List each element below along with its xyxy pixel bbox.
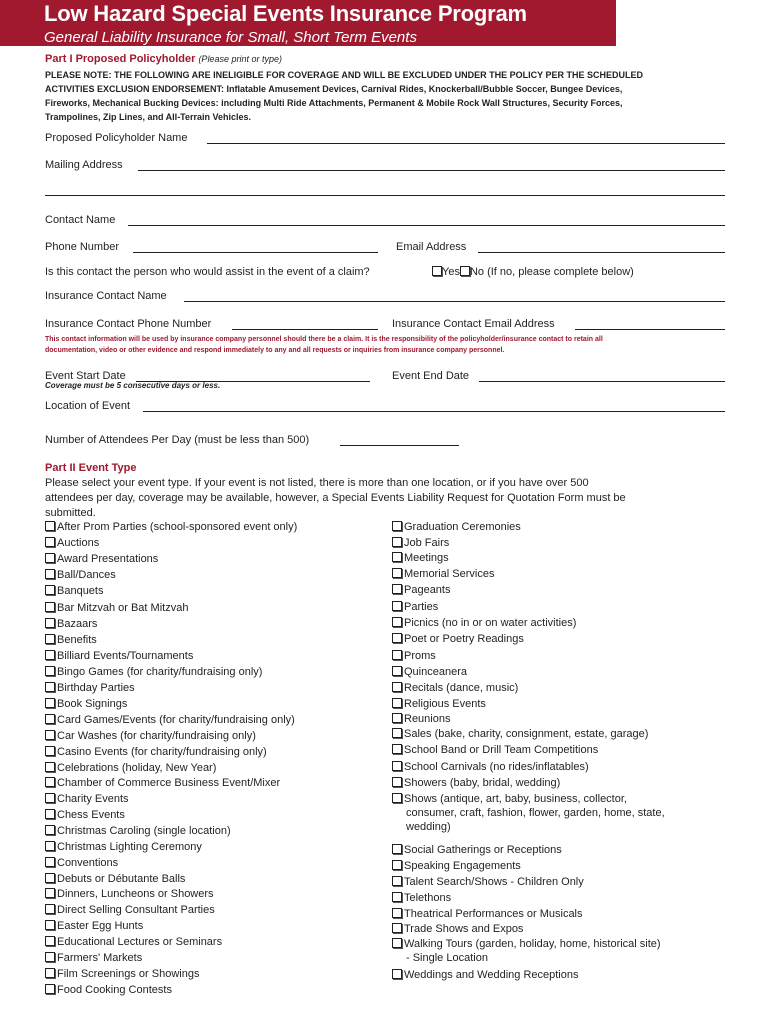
event-type-checkbox[interactable] xyxy=(45,714,55,724)
event-type-option[interactable] xyxy=(392,776,560,790)
event-type-option[interactable] xyxy=(45,919,143,933)
event-type-option[interactable] xyxy=(45,633,97,647)
event-type-checkbox[interactable] xyxy=(45,666,55,676)
event-type-option[interactable] xyxy=(45,887,214,901)
event-type-checkbox[interactable] xyxy=(392,666,402,676)
event-type-checkbox[interactable] xyxy=(392,584,402,594)
event-type-checkbox[interactable] xyxy=(45,746,55,756)
no-checkbox[interactable] xyxy=(460,266,470,276)
event-type-checkbox[interactable] xyxy=(392,844,402,854)
event-type-label: Recitals (dance, music) xyxy=(404,682,519,694)
event-type-option[interactable] xyxy=(392,907,583,921)
event-type-option[interactable] xyxy=(45,745,267,759)
event-type-label: Chess Events xyxy=(57,809,125,821)
event-type-checkbox[interactable] xyxy=(392,650,402,660)
yes-checkbox[interactable] xyxy=(432,266,442,276)
event-type-label: Pageants xyxy=(404,584,451,596)
event-type-checkbox[interactable] xyxy=(392,601,402,611)
insurance-phone-field[interactable] xyxy=(232,329,378,330)
event-type-label: Proms xyxy=(404,650,436,662)
event-end-label: Event End Date xyxy=(392,370,470,382)
event-type-option[interactable] xyxy=(392,616,576,630)
event-type-label: Bingo Games (for charity/fundraising only) xyxy=(57,666,263,678)
event-type-checkbox[interactable] xyxy=(45,920,55,930)
event-type-label: Educational Lectures or Seminars xyxy=(57,936,223,948)
event-type-checkbox[interactable] xyxy=(392,521,402,531)
event-type-option[interactable] xyxy=(45,617,97,631)
event-type-option[interactable] xyxy=(45,983,172,997)
event-type-option[interactable] xyxy=(392,875,584,889)
event-type-checkbox[interactable] xyxy=(392,876,402,886)
event-type-option[interactable] xyxy=(392,743,598,757)
event-type-checkbox[interactable] xyxy=(392,568,402,578)
event-type-label: Graduation Ceremonies xyxy=(404,521,521,533)
event-type-checkbox[interactable] xyxy=(45,904,55,914)
part1-heading-note: (Please print or type) xyxy=(198,54,282,64)
attendees-label: Number of Attendees Per Day (must be less than 500) xyxy=(45,434,310,446)
event-type-option[interactable] xyxy=(45,872,185,886)
insurance-contact-name-field[interactable] xyxy=(184,301,725,302)
event-type-checkbox[interactable] xyxy=(45,936,55,946)
claim-question: Is this contact the person who would assist in the event of a claim? xyxy=(45,266,370,278)
event-type-label: Book Signings xyxy=(57,698,128,710)
para-line: submitted. xyxy=(45,507,96,519)
event-type-checkbox[interactable] xyxy=(45,618,55,628)
event-type-label: School Carnivals (no rides/inflatables) xyxy=(404,761,589,773)
event-type-option[interactable] xyxy=(392,712,450,726)
event-type-label: Poet or Poetry Readings xyxy=(404,633,524,645)
event-type-option[interactable] xyxy=(45,552,158,566)
event-type-option[interactable] xyxy=(45,967,199,981)
event-type-checkbox[interactable] xyxy=(45,521,55,531)
event-type-label: Theatrical Performances or Musicals xyxy=(404,908,583,920)
event-type-label: Auctions xyxy=(57,537,100,549)
para-line: Please select your event type. If your event is not listed, there is more than one location, or if you have over 500 xyxy=(45,477,589,489)
event-type-label: After Prom Parties (school-sponsored event only) xyxy=(57,521,298,533)
header-banner xyxy=(0,0,616,46)
note-line: PLEASE NOTE: THE FOLLOWING ARE INELIGIBLE FOR COVERAGE AND WILL BE EXCLUDED UNDER THE POLICY PER THE SCHEDULED xyxy=(45,70,644,80)
event-type-option[interactable] xyxy=(392,760,589,774)
event-type-option[interactable] xyxy=(45,520,297,534)
ineligible-note xyxy=(45,68,735,124)
event-type-label: Billiard Events/Tournaments xyxy=(57,650,194,662)
note-line: ACTIVITIES EXCLUSION ENDORSEMENT: Inflatable Amusement Devices, Carnival Rides, Knockerball/Bubble Soccer, Bungee Devices, xyxy=(45,84,623,94)
claim-responsibility-note xyxy=(45,334,735,356)
event-type-label: Talent Search/Shows - Children Only xyxy=(404,876,584,888)
event-type-label: Ball/Dances xyxy=(57,569,116,581)
event-type-checkbox[interactable] xyxy=(392,537,402,547)
event-type-option[interactable] xyxy=(45,729,256,743)
event-type-checkbox[interactable] xyxy=(45,777,55,787)
event-type-option[interactable] xyxy=(45,697,127,711)
insurance-email-field[interactable] xyxy=(575,329,725,330)
page-subtitle: General Liability Insurance for Small, Short Term Events xyxy=(44,29,417,46)
event-type-label: Shows (antique, art, baby, business, collector, xyxy=(404,793,627,805)
event-type-option[interactable] xyxy=(45,935,222,949)
event-type-checkbox[interactable] xyxy=(45,825,55,835)
event-type-label: Telethons xyxy=(404,892,452,904)
event-type-option[interactable] xyxy=(392,600,438,614)
event-type-instructions xyxy=(45,476,725,521)
mailing-address-field-2[interactable] xyxy=(45,195,725,196)
event-type-option[interactable] xyxy=(45,808,125,822)
event-type-label: Reunions xyxy=(404,713,451,725)
event-type-checkbox[interactable] xyxy=(45,602,55,612)
event-type-option[interactable] xyxy=(392,536,449,550)
event-type-option[interactable] xyxy=(45,776,280,790)
event-type-checkbox[interactable] xyxy=(392,892,402,902)
event-type-checkbox[interactable] xyxy=(392,908,402,918)
event-type-option[interactable] xyxy=(45,568,116,582)
mailing-address-label: Mailing Address xyxy=(45,159,123,171)
event-type-checkbox[interactable] xyxy=(392,698,402,708)
event-type-label: Job Fairs xyxy=(404,537,450,549)
event-type-label: Debuts or Débutante Balls xyxy=(57,873,186,885)
policyholder-name-field[interactable] xyxy=(207,143,725,144)
event-type-label: Celebrations (holiday, New Year) xyxy=(57,762,217,774)
event-type-label: Birthday Parties xyxy=(57,682,135,694)
event-type-checkbox[interactable] xyxy=(392,744,402,754)
event-type-option[interactable] xyxy=(45,856,118,870)
event-type-option[interactable] xyxy=(392,968,579,982)
event-type-option[interactable] xyxy=(392,891,451,905)
event-type-checkbox[interactable] xyxy=(45,730,55,740)
event-type-checkbox[interactable] xyxy=(392,860,402,870)
insurance-email-label: Insurance Contact Email Address xyxy=(392,318,555,330)
event-type-label: Weddings and Wedding Receptions xyxy=(404,969,579,981)
event-type-option[interactable] xyxy=(45,665,262,679)
mailing-address-field[interactable] xyxy=(138,170,725,171)
event-type-checkbox[interactable] xyxy=(45,793,55,803)
event-type-label: Sales (bake, charity, consignment, estate, garage) xyxy=(404,728,649,740)
event-type-label: Car Washes (for charity/fundraising only) xyxy=(57,730,256,742)
note-line: Trampolines, Zip Lines, and All-Terrain Vehicles. xyxy=(45,112,252,122)
event-type-label: Casino Events (for charity/fundraising only) xyxy=(57,746,267,758)
para-line: attendees per day, coverage may be available, however, a Special Events Liability Request for Quotation Form must be xyxy=(45,492,626,504)
event-type-option[interactable] xyxy=(45,649,193,663)
event-type-option[interactable] xyxy=(45,824,231,838)
event-type-label: Christmas Caroling (single location) xyxy=(57,825,231,837)
location-label: Location of Event xyxy=(45,400,131,412)
attendees-field[interactable] xyxy=(340,445,459,446)
contact-name-label: Contact Name xyxy=(45,214,116,226)
event-type-option[interactable] xyxy=(392,859,521,873)
event-type-checkbox[interactable] xyxy=(45,537,55,547)
event-type-checkbox[interactable] xyxy=(45,873,55,883)
event-type-label: Charity Events xyxy=(57,793,129,805)
event-type-label: Christmas Lighting Ceremony xyxy=(57,841,202,853)
event-type-option[interactable] xyxy=(392,792,665,834)
event-type-checkbox[interactable] xyxy=(392,923,402,933)
event-type-label: Film Screenings or Showings xyxy=(57,968,200,980)
event-type-label-continued: wedding) xyxy=(406,821,451,833)
event-type-label: Picnics (no in or on water activities) xyxy=(404,617,577,629)
event-type-label: Trade Shows and Expos xyxy=(404,923,524,935)
event-type-label: Benefits xyxy=(57,634,97,646)
event-type-checkbox[interactable] xyxy=(45,698,55,708)
event-type-checkbox[interactable] xyxy=(45,762,55,772)
event-type-option[interactable] xyxy=(45,951,142,965)
event-type-checkbox[interactable] xyxy=(392,761,402,771)
event-type-option[interactable] xyxy=(392,937,661,965)
no-label: No (If no, please complete below) xyxy=(469,266,634,278)
event-type-checkbox[interactable] xyxy=(45,857,55,867)
event-type-checkbox[interactable] xyxy=(392,552,402,562)
email-field[interactable] xyxy=(478,252,725,253)
insurance-phone-label: Insurance Contact Phone Number xyxy=(45,318,212,330)
event-type-label: Memorial Services xyxy=(404,568,495,580)
policyholder-name-label: Proposed Policyholder Name xyxy=(45,132,188,144)
event-type-checkbox[interactable] xyxy=(392,728,402,738)
event-type-checkbox[interactable] xyxy=(392,713,402,723)
event-type-label: Bazaars xyxy=(57,618,98,630)
insurance-contact-name-label: Insurance Contact Name xyxy=(45,290,167,302)
event-type-option[interactable] xyxy=(392,632,524,646)
part1-heading-text: Part I Proposed Policyholder xyxy=(45,53,196,65)
event-type-label: Parties xyxy=(404,601,439,613)
event-type-checkbox[interactable] xyxy=(45,888,55,898)
event-type-label: Food Cooking Contests xyxy=(57,984,172,996)
event-type-label: Speaking Engagements xyxy=(404,860,521,872)
page-title: Low Hazard Special Events Insurance Program xyxy=(44,1,527,26)
event-type-label-continued: - Single Location xyxy=(406,952,488,964)
event-type-option[interactable] xyxy=(45,903,215,917)
event-type-label: Card Games/Events (for charity/fundraising only) xyxy=(57,714,295,726)
note-line: Fireworks, Mechanical Bucking Devices: including Multi Ride Attachments, Permanent & Mobile Rock Wall Structures, Security Forces, xyxy=(45,98,623,108)
event-type-option[interactable] xyxy=(45,713,295,727)
part1-heading xyxy=(45,53,282,65)
yes-label: Yes xyxy=(442,266,460,278)
event-type-label: Farmers' Markets xyxy=(57,952,143,964)
event-type-option[interactable] xyxy=(392,520,521,534)
part2-heading: Part II Event Type xyxy=(45,462,137,474)
location-field[interactable] xyxy=(143,411,725,412)
event-type-label: Conventions xyxy=(57,857,119,869)
event-type-checkbox[interactable] xyxy=(45,984,55,994)
event-type-label: Award Presentations xyxy=(57,553,159,565)
event-type-label: Dinners, Luncheons or Showers xyxy=(57,888,214,900)
contact-name-field[interactable] xyxy=(128,225,725,226)
event-type-checkbox[interactable] xyxy=(45,585,55,595)
event-type-label: Religious Events xyxy=(404,698,486,710)
event-type-checkbox[interactable] xyxy=(45,569,55,579)
event-type-checkbox[interactable] xyxy=(45,841,55,851)
event-type-checkbox[interactable] xyxy=(45,553,55,563)
event-start-label: Event Start Date xyxy=(45,370,126,382)
event-type-option[interactable] xyxy=(45,584,103,598)
event-type-option[interactable] xyxy=(392,583,450,597)
event-type-checkbox[interactable] xyxy=(45,809,55,819)
red-note-line: documentation, video or other evidence and respond immediately to any and all requests or inquiries from insurance company personnel. xyxy=(45,347,505,354)
event-type-label: Easter Egg Hunts xyxy=(57,920,144,932)
event-type-checkbox[interactable] xyxy=(45,952,55,962)
event-type-label: Chamber of Commerce Business Event/Mixer xyxy=(57,777,281,789)
event-type-checkbox[interactable] xyxy=(392,938,402,948)
event-type-label: School Band or Drill Team Competitions xyxy=(404,744,599,756)
event-type-option[interactable] xyxy=(392,567,494,581)
event-type-label: Meetings xyxy=(404,552,449,564)
phone-label: Phone Number xyxy=(45,241,119,253)
event-type-checkbox[interactable] xyxy=(392,777,402,787)
email-label: Email Address xyxy=(396,241,467,253)
event-type-label: Walking Tours (garden, holiday, home, historical site) xyxy=(404,938,661,950)
event-end-field[interactable] xyxy=(479,381,725,382)
event-type-option[interactable] xyxy=(392,843,562,857)
event-type-option[interactable] xyxy=(392,681,518,695)
phone-field[interactable] xyxy=(133,252,378,253)
event-type-label: Direct Selling Consultant Parties xyxy=(57,904,215,916)
event-type-option[interactable] xyxy=(45,792,129,806)
event-type-option[interactable] xyxy=(45,681,135,695)
claim-yes-no xyxy=(432,266,634,278)
event-type-checkbox[interactable] xyxy=(392,969,402,979)
event-type-label-continued: consumer, craft, fashion, flower, garden, home, state, xyxy=(406,807,665,819)
event-type-checkbox[interactable] xyxy=(45,650,55,660)
event-type-checkbox[interactable] xyxy=(392,633,402,643)
event-type-option[interactable] xyxy=(392,727,648,741)
event-type-label: Quinceanera xyxy=(404,666,467,678)
coverage-note: Coverage must be 5 consecutive days or less. xyxy=(45,381,221,390)
event-type-checkbox[interactable] xyxy=(392,617,402,627)
event-type-checkbox[interactable] xyxy=(45,682,55,692)
event-type-option[interactable] xyxy=(45,536,99,550)
event-type-checkbox[interactable] xyxy=(392,682,402,692)
event-type-label: Banquets xyxy=(57,585,104,597)
event-type-option[interactable] xyxy=(392,697,486,711)
event-type-option[interactable] xyxy=(45,761,216,775)
event-type-label: Showers (baby, bridal, wedding) xyxy=(404,777,561,789)
event-type-option[interactable] xyxy=(45,601,188,615)
event-type-option[interactable] xyxy=(392,649,436,663)
event-type-option[interactable] xyxy=(392,922,523,936)
event-type-checkbox[interactable] xyxy=(392,793,402,803)
red-note-line: This contact information will be used by insurance company personnel should there be a claim. It is the responsibility of the policyholder/insurance contact to retain all xyxy=(45,336,603,343)
event-type-option[interactable] xyxy=(45,840,202,854)
event-type-checkbox[interactable] xyxy=(45,968,55,978)
event-type-label: Social Gatherings or Receptions xyxy=(404,844,562,856)
event-type-option[interactable] xyxy=(392,665,467,679)
event-type-checkbox[interactable] xyxy=(45,634,55,644)
event-type-option[interactable] xyxy=(392,551,449,565)
event-type-label: Bar Mitzvah or Bat Mitzvah xyxy=(57,602,189,614)
